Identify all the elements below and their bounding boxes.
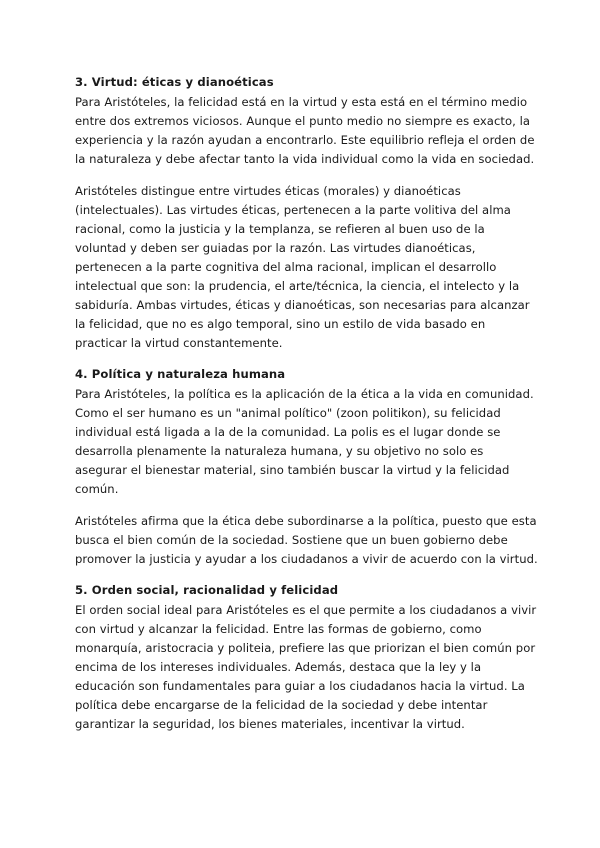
section-heading: 3. Virtud: éticas y dianoéticas [75, 75, 274, 89]
section-politica [75, 364, 538, 569]
paragraph: Aristóteles distingue entre virtudes éticas (morales) y dianoéticas (intelectuales). Las virtudes éticas, pertenecen a la parte volitiva del alma racional, como la justicia y la templanza, se refieren al buen uso de la voluntad y deben ser guiadas por la razón. Las virtudes dianoéticas, pertenecen a la parte cognitiva del alma racional, implican el desarrollo intelectual que son: la prudencia, el arte/técnica, la ciencia, el intelecto y la sabiduría. Ambas virtudes, éticas y dianoéticas, son necesarias para alcanzar la felicidad, que no es algo temporal, sino un estilo de vida basado en practicar la virtud constantemente. [75, 184, 530, 350]
paragraph: Aristóteles afirma que la ética debe subordinarse a la política, puesto que esta busca el bien común de la sociedad. Sostiene que un buen gobierno debe promover la justicia y ayudar a los ciudadanos a vivir de acuerdo con la virtud. [75, 514, 538, 566]
section-heading: 5. Orden social, racionalidad y felicidad [75, 583, 339, 597]
section-virtud [75, 72, 538, 353]
paragraph: El orden social ideal para Aristóteles es el que permite a los ciudadanos a vivir con virtud y alcanzar la felicidad. Entre las formas de gobierno, como monarquía, aristocracia y politeia, prefiere las que priorizan el bien común por encima de los intereses individuales. Además, destaca que la ley y la educación son fundamentales para guiar a los ciudadanos hacia la virtud. La política debe encargarse de la felicidad de la sociedad y debe intentar garantizar la seguridad, los bienes materiales, incentivar la virtud. [75, 603, 537, 731]
paragraph: Para Aristóteles, la política es la aplicación de la ética a la vida en comunidad. Como el ser humano es un "animal político" (zoon politikon), su felicidad individual está ligada a la de la comunidad. La polis es el lugar donde se desarrolla plenamente la naturaleza humana, y su objetivo no solo es asegurar el bienestar material, sino también buscar la virtud y la felicidad común. [75, 387, 534, 496]
section-orden-social [75, 580, 538, 734]
section-heading: 4. Política y naturaleza humana [75, 367, 286, 381]
paragraph: Para Aristóteles, la felicidad está en la virtud y esta está en el término medio entre dos extremos viciosos. Aunque el punto medio no siempre es exacto, la experiencia y la razón ayudan a encontrarlo. Este equilibrio refleja el orden de la naturaleza y debe afectar tanto la vida individual como la vida en sociedad. [75, 95, 535, 166]
